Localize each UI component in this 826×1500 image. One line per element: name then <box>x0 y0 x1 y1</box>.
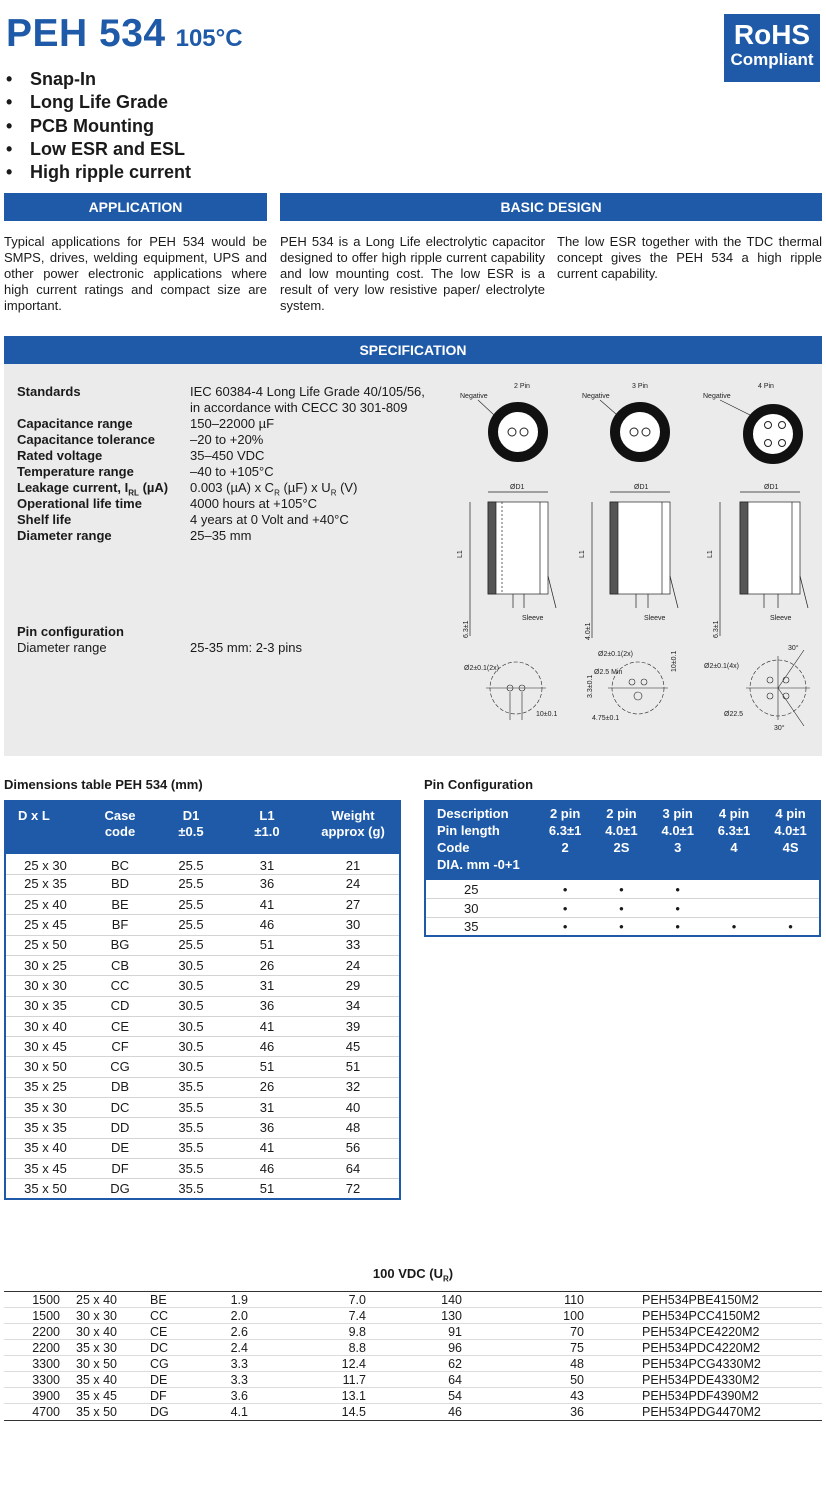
table-cell: DG <box>150 1405 169 1419</box>
table-cell: 35 x 35 <box>5 1118 85 1138</box>
dimensions-header-row <box>5 801 400 854</box>
table-cell <box>762 880 820 899</box>
table-cell: PEH534PDE4330M2 <box>642 1373 760 1387</box>
svg-text:6.3±1: 6.3±1 <box>713 620 720 638</box>
table-cell: 35 x 25 <box>5 1077 85 1097</box>
table-cell: BF <box>85 915 155 935</box>
svg-text:L1: L1 <box>579 550 586 558</box>
table-cell: 41 <box>227 1138 307 1158</box>
table-cell: 4.1 <box>230 1405 248 1419</box>
table-row <box>5 1098 400 1118</box>
table-cell: 110 <box>564 1293 584 1307</box>
table-cell: 25.5 <box>155 935 227 955</box>
table-cell: 2200 <box>32 1341 60 1355</box>
table-cell: 25.5 <box>155 874 227 894</box>
table-cell: 50 <box>570 1373 584 1387</box>
table-cell: PEH534PDF4390M2 <box>642 1389 759 1403</box>
table-cell: 30 x 25 <box>5 955 85 975</box>
table-cell: 40 <box>307 1098 400 1118</box>
feature-item: • High ripple current <box>6 162 192 183</box>
table-cell: 2200 <box>32 1325 60 1339</box>
table-cell: 8.8 <box>348 1341 366 1355</box>
table-row <box>5 1158 400 1178</box>
svg-text:ØD1: ØD1 <box>764 484 779 491</box>
table-cell: 29 <box>307 976 400 996</box>
svg-text:ØD1: ØD1 <box>634 484 649 491</box>
table-cell: 3900 <box>32 1389 60 1403</box>
table-cell: • <box>650 899 706 918</box>
table-row <box>5 854 400 874</box>
basic-design-text-continued: The low ESR together with the TDC thermal concept gives the PEH 534 a high ripple current capability. <box>557 234 822 281</box>
svg-text:4 Pin: 4 Pin <box>758 383 774 390</box>
table-cell: 56 <box>307 1138 400 1158</box>
table-cell: 51 <box>259 1180 275 1196</box>
table-cell: 35 x 30 <box>76 1341 118 1355</box>
table-cell: 2.4 <box>230 1341 248 1355</box>
svg-text:Ø2±0.1(4x): Ø2±0.1(4x) <box>704 663 739 670</box>
table-cell: 7.4 <box>348 1309 366 1323</box>
table-cell: 25 x 40 <box>76 1293 118 1307</box>
svg-text:Ø2±0.1(2x): Ø2±0.1(2x) <box>598 651 633 658</box>
table-cell <box>706 899 762 918</box>
table-cell: 26 <box>227 955 307 975</box>
table-cell: 130 <box>441 1309 462 1323</box>
table-cell: • <box>593 899 649 918</box>
table-cell: CC <box>150 1309 169 1323</box>
svg-text:L1: L1 <box>707 550 714 558</box>
table-cell: 31 <box>227 1098 307 1118</box>
table-cell: CD <box>85 996 155 1016</box>
table-cell: 30 x 30 <box>5 976 85 996</box>
table-cell: 46 <box>448 1405 462 1419</box>
table-cell: 96 <box>448 1341 462 1355</box>
table-cell: 30 x 50 <box>76 1357 118 1371</box>
table-cell: 24 <box>307 874 400 894</box>
svg-text:ØD1: ØD1 <box>510 484 525 491</box>
table-cell: 25 x 40 <box>5 895 85 915</box>
pcb-layout-2pin <box>464 662 557 720</box>
table-cell: DG <box>110 1180 130 1196</box>
table-row <box>5 895 400 915</box>
table-cell: 30.5 <box>155 996 227 1016</box>
table-cell: CC <box>85 976 155 996</box>
table-row <box>5 1037 400 1057</box>
table-cell: 21 <box>307 854 400 874</box>
table-cell: CE <box>150 1325 168 1339</box>
svg-text:10±0.1: 10±0.1 <box>671 650 678 672</box>
table-cell: 33 <box>307 935 400 955</box>
table-row <box>4 1292 822 1308</box>
table-cell: 25 x 45 <box>5 915 85 935</box>
rohs-label: RoHS <box>733 19 811 50</box>
table-row <box>425 899 820 918</box>
svg-text:30°: 30° <box>774 725 785 732</box>
table-row <box>5 1118 400 1138</box>
svg-text:4.0±1: 4.0±1 <box>585 622 592 640</box>
table-row <box>4 1324 822 1340</box>
table-cell: 36 <box>227 874 307 894</box>
table-cell: 2.6 <box>230 1325 248 1339</box>
table-row <box>5 915 400 935</box>
top-view-3pin <box>582 383 665 457</box>
table-cell: 64 <box>448 1373 462 1387</box>
table-cell: CG <box>150 1357 169 1371</box>
table-cell: BC <box>85 854 155 874</box>
table-cell: 35 x 50 <box>24 1180 67 1196</box>
table-cell: 3.3 <box>230 1357 248 1371</box>
table-cell: DD <box>85 1118 155 1138</box>
table-cell: 35.5 <box>155 1118 227 1138</box>
column-header: Description Pin length Code DIA. mm -0+1 <box>425 801 537 880</box>
ratings-title: 100 VDC $(U_R)$ <box>372 1266 454 1284</box>
table-cell: 25.5 <box>155 895 227 915</box>
column-header: 3 pin 4.0±1 3 <box>650 801 706 880</box>
table-cell: PEH534PCC4150M2 <box>642 1309 761 1323</box>
table-cell: 51 <box>227 935 307 955</box>
table-cell: • <box>619 918 624 934</box>
table-cell: 30 x 40 <box>76 1325 118 1339</box>
table-cell: 32 <box>307 1077 400 1097</box>
svg-text:L1: L1 <box>457 550 464 558</box>
table-cell: 35.5 <box>155 1098 227 1118</box>
table-cell: 41 <box>227 895 307 915</box>
feature-item: • Long Life Grade <box>6 92 169 113</box>
table-cell: DC <box>85 1098 155 1118</box>
svg-text:3 Pin: 3 Pin <box>632 383 648 390</box>
rohs-compliant-label: Compliant <box>730 50 814 69</box>
table-cell: BE <box>150 1293 167 1307</box>
table-cell: CG <box>85 1057 155 1077</box>
svg-text:Sleeve: Sleeve <box>644 615 666 622</box>
table-cell <box>762 899 820 918</box>
side-view-3pin <box>579 484 678 640</box>
svg-text:30°: 30° <box>788 645 799 652</box>
table-cell: 25 <box>425 880 537 899</box>
table-cell: 34 <box>307 996 400 1016</box>
table-row <box>5 1016 400 1036</box>
table-cell: PEH534PDC4220M2 <box>642 1341 761 1355</box>
table-cell: PEH534PCG4330M2 <box>642 1357 761 1371</box>
table-cell: 35 x 30 <box>5 1098 85 1118</box>
table-cell: • <box>650 880 706 899</box>
table-cell: 41 <box>227 1016 307 1036</box>
table-cell: 4700 <box>32 1405 60 1419</box>
table-cell: • <box>788 918 793 934</box>
feature-item: • Snap-In <box>6 69 96 89</box>
table-cell: 51 <box>227 1057 307 1077</box>
table-cell: 35 x 45 <box>5 1158 85 1178</box>
table-cell: 35 x 40 <box>5 1138 85 1158</box>
table-row <box>5 874 400 894</box>
table-cell: 35.5 <box>155 1138 227 1158</box>
table-row <box>5 1057 400 1077</box>
table-cell: 36 <box>227 1118 307 1138</box>
table-cell: 25 x 50 <box>5 935 85 955</box>
column-header: D1 ±0.5 <box>155 801 227 854</box>
table-cell: 51 <box>307 1057 400 1077</box>
table-cell: • <box>562 918 568 934</box>
table-cell: 3300 <box>32 1373 60 1387</box>
table-cell: 30.5 <box>155 1057 227 1077</box>
svg-text:Negative: Negative <box>460 393 488 400</box>
top-view-2pin <box>460 383 543 457</box>
table-cell: BD <box>85 874 155 894</box>
pin-configuration-table <box>424 800 821 937</box>
svg-text:4.75±0.1: 4.75±0.1 <box>592 715 620 722</box>
table-cell: 3.6 <box>230 1389 248 1403</box>
table-cell: 30.5 <box>155 976 227 996</box>
table-cell: 35 x 45 <box>76 1389 118 1403</box>
table-cell: 11.7 <box>342 1373 366 1387</box>
table-row <box>4 1388 822 1404</box>
column-header: 2 pin 6.3±1 2 <box>537 801 593 880</box>
table-cell: 30 x 30 <box>76 1309 118 1323</box>
table-cell: BE <box>85 895 155 915</box>
top-view-4pin <box>703 383 798 459</box>
table-row <box>5 976 400 996</box>
column-header: L1 ±1.0 <box>227 801 307 854</box>
table-cell: 31 <box>227 854 307 874</box>
pcb-layout-4pin <box>704 644 810 732</box>
table-cell: DF <box>150 1389 167 1403</box>
svg-text:6.3±1: 6.3±1 <box>463 620 470 638</box>
table-cell: 35.5 <box>178 1180 204 1196</box>
pcb-layout-3pin <box>587 651 678 722</box>
pin-config-caption: Pin Configuration <box>424 777 534 792</box>
table-cell: CE <box>85 1016 155 1036</box>
table-cell: 46 <box>227 1158 307 1178</box>
table-cell: 25 x 30 <box>5 854 85 874</box>
table-cell: 72 <box>345 1180 361 1196</box>
table-cell: CB <box>85 955 155 975</box>
specification-heading: SPECIFICATION <box>4 336 822 364</box>
table-row <box>425 880 820 899</box>
feature-item: • Low ESR and ESL <box>6 138 186 159</box>
table-cell: 7.0 <box>348 1293 366 1307</box>
table-row <box>5 955 400 975</box>
table-row <box>4 1372 822 1388</box>
table-cell: 43 <box>570 1389 584 1403</box>
table-row <box>5 996 400 1016</box>
table-cell: DF <box>85 1158 155 1178</box>
table-cell: 30.5 <box>155 955 227 975</box>
table-cell: • <box>537 899 593 918</box>
table-cell: 36 <box>227 996 307 1016</box>
table-cell: 35.5 <box>155 1077 227 1097</box>
side-view-4pin <box>707 484 808 638</box>
table-cell: 35.5 <box>155 1158 227 1178</box>
table-row <box>4 1356 822 1372</box>
svg-text:2 Pin: 2 Pin <box>514 383 530 390</box>
table-cell: 91 <box>448 1325 462 1339</box>
table-cell: 12.4 <box>341 1357 366 1371</box>
table-cell: 75 <box>570 1341 584 1355</box>
column-header: 4 pin 4.0±1 4S <box>762 801 820 880</box>
svg-text:Sleeve: Sleeve <box>522 615 544 622</box>
svg-text:3.3±0.1: 3.3±0.1 <box>587 674 594 698</box>
table-cell: 1500 <box>32 1309 60 1323</box>
svg-text:Negative: Negative <box>703 393 731 400</box>
table-row <box>5 1138 400 1158</box>
table-cell: • <box>537 880 593 899</box>
svg-text:Ø2.5 Min: Ø2.5 Min <box>594 669 623 676</box>
column-header: 4 pin 6.3±1 4 <box>706 801 762 880</box>
table-cell: 30 x 45 <box>5 1037 85 1057</box>
table-cell: 14.5 <box>341 1405 366 1419</box>
table-cell: 64 <box>307 1158 400 1178</box>
table-cell: 30 x 35 <box>5 996 85 1016</box>
table-cell: CF <box>85 1037 155 1057</box>
pin-config-header-row <box>425 801 820 880</box>
table-cell: 25 x 35 <box>5 874 85 894</box>
table-cell: 140 <box>441 1293 462 1307</box>
table-cell: 30 x 40 <box>5 1016 85 1036</box>
table-cell: 26 <box>227 1077 307 1097</box>
table-row <box>4 1404 822 1420</box>
table-cell: 13.1 <box>341 1389 366 1403</box>
side-view-2pin <box>457 484 556 638</box>
table-cell: 48 <box>570 1357 584 1371</box>
svg-text:Sleeve: Sleeve <box>770 615 792 622</box>
table-row <box>5 1179 400 1199</box>
basic-design-text: PEH 534 is a Long Life electrolytic capacitor designed to offer high ripple current capability and low mounting cost. The low ESR is a result of very low resistive paper/ electrolyte system. <box>280 234 545 313</box>
rohs-badge <box>724 14 820 82</box>
feature-list <box>6 68 191 184</box>
table-cell: PEH534PBE4150M2 <box>642 1293 759 1307</box>
table-cell: 27 <box>307 895 400 915</box>
table-cell: 30 <box>425 899 537 918</box>
feature-item: • PCB Mounting <box>6 115 154 136</box>
table-cell: 54 <box>448 1389 462 1403</box>
table-cell: 1500 <box>32 1293 60 1307</box>
table-cell: DC <box>150 1341 169 1355</box>
table-cell: 39 <box>307 1016 400 1036</box>
table-cell: 45 <box>307 1037 400 1057</box>
table-row <box>4 1308 822 1324</box>
table-cell: 2.0 <box>230 1309 248 1323</box>
dimensions-table <box>4 800 401 1200</box>
table-cell: BG <box>85 935 155 955</box>
dimensions-caption: Dimensions table PEH 534 (mm) <box>4 777 203 792</box>
capacitor-drawings <box>448 376 822 754</box>
table-cell: PEH534PDG4470M2 <box>642 1405 761 1419</box>
basic-design-heading: BASIC DESIGN <box>280 193 822 221</box>
product-name: PEH 534 <box>6 12 166 55</box>
column-header: Weight approx (g) <box>307 801 400 854</box>
svg-text:Ø2±0.1(2x): Ø2±0.1(2x) <box>464 665 499 672</box>
table-cell: 70 <box>570 1325 584 1339</box>
ratings-table <box>4 1291 822 1421</box>
table-cell: 36 <box>570 1405 584 1419</box>
table-row <box>5 935 400 955</box>
table-row <box>5 1077 400 1097</box>
table-cell: • <box>593 880 649 899</box>
table-cell: 30.5 <box>155 1037 227 1057</box>
table-cell: 25.5 <box>155 915 227 935</box>
table-cell: 46 <box>227 915 307 935</box>
table-cell: DE <box>150 1373 168 1387</box>
table-cell: 30.5 <box>155 1016 227 1036</box>
column-header: 2 pin 4.0±1 2S <box>593 801 649 880</box>
table-cell: DE <box>85 1138 155 1158</box>
application-text: Typical applications for PEH 534 would be SMPS, drives, welding equipment, UPS and other power electronic applications where high current ratings and compact size are important. <box>4 234 267 313</box>
table-cell <box>706 880 762 899</box>
table-cell: 25.5 <box>155 854 227 874</box>
table-cell: PEH534PCE4220M2 <box>642 1325 760 1339</box>
table-cell: 48 <box>307 1118 400 1138</box>
table-cell: DB <box>85 1077 155 1097</box>
table-cell: 3300 <box>32 1357 60 1371</box>
table-row <box>4 1340 822 1356</box>
column-header: Case code <box>85 801 155 854</box>
column-header: D x L <box>5 801 85 854</box>
table-cell: 46 <box>227 1037 307 1057</box>
svg-text:10±0.1: 10±0.1 <box>536 711 558 718</box>
table-cell: 3.3 <box>230 1373 248 1387</box>
temperature-rating: 105°C <box>175 25 243 52</box>
svg-text:Ø22.5: Ø22.5 <box>724 711 744 718</box>
table-cell: 35 <box>464 918 479 934</box>
table-cell: 30 <box>307 915 400 935</box>
svg-text:Negative: Negative <box>582 393 610 400</box>
table-cell: 62 <box>448 1357 462 1371</box>
table-cell: 31 <box>227 976 307 996</box>
table-cell: 100 <box>563 1309 584 1323</box>
page-title <box>6 12 243 56</box>
table-cell: 1.9 <box>230 1293 248 1307</box>
table-cell: • <box>731 918 737 934</box>
table-cell: 9.8 <box>348 1325 366 1339</box>
table-row <box>425 917 820 936</box>
table-cell: 30 x 50 <box>5 1057 85 1077</box>
table-cell: 24 <box>307 955 400 975</box>
application-heading: APPLICATION <box>4 193 267 221</box>
table-cell: 35 x 50 <box>76 1405 118 1419</box>
table-cell: 35 x 40 <box>76 1373 118 1387</box>
table-cell: • <box>675 918 680 934</box>
